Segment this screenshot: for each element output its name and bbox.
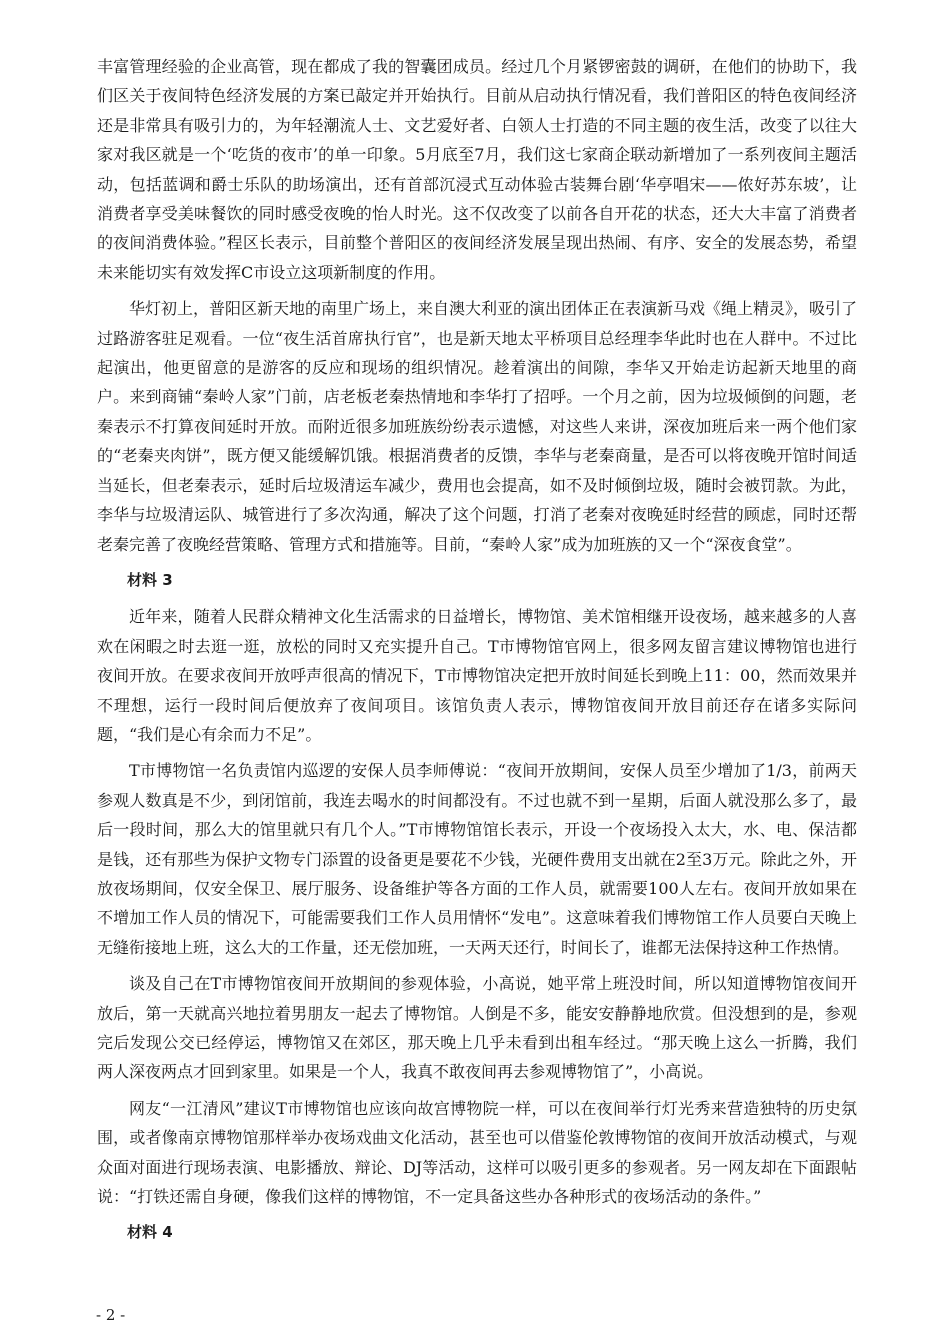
paragraph-continued: 丰富管理经验的企业高管，现在都成了我的智囊团成员。经过几个月紧锣密鼓的调研，在他们的协助下，我们区关于夜间特色经济发展的方案已敲定并开始执行。目前从启动执行情况看，我们普阳区的特色夜间经济还是非常具有吸引力的，为年轻潮流人士、文艺爱好者、白领人士打造的不同主题的夜生活，改变了以往大家对我区就是一个‘吃货的夜市’的单一印象。5月底至7月，我们这七家商企联动新增加了一系列夜间主题活动，包括蓝调和爵士乐队的助场演出，还有首部沉浸式互动体验古装舞台剧‘华亭唱宋——侬好苏东坡’，让消费者享受美味餐饮的同时感受夜晚的怡人时光。这不仅改变了以前各自开花的状态，还大大丰富了消费者的夜间消费体验。”程区长表示，目前整个普阳区的夜间经济发展呈现出热闹、有序、安全的发展态势，希望未来能切实有效发挥C市设立这项新制度的作用。 [97,57,857,282]
material-4-heading: 材料 4 [127,1223,173,1242]
paragraph-xiaogao: 谈及自己在T市博物馆夜间开放期间的参观体验，小高说，她平常上班没时间，所以知道博物馆夜间开放后，第一天就高兴地拉着男朋友一起去了博物馆。人倒是不多，能安安静静地欣赏。但没想到的是，参观完后发现公交已经停运，博物馆又在郊区，那天晚上几乎未看到出租车经过。“那天晚上这么一折腾，我们两人深夜两点才回到家里。如果是一个人，我真不敢夜间再去参观博物馆了”，小高说。 [97,974,857,1082]
paragraph-lihua: 华灯初上，普阳区新天地的南里广场上，来自澳大利亚的演出团体正在表演新马戏《绳上精灵》，吸引了过路游客驻足观看。一位“夜生活首席执行官”，也是新天地太平桥项目总经理李华此时也在人群中。不过比起演出，他更留意的是游客的反应和现场的组织情况。趁着演出的间隙，李华又开始走访起新天地里的商户。来到商铺“秦岭人家”门前，店老板老秦热情地和李华打了招呼。一个月之前，因为垃圾倾倒的问题，老秦表示不打算夜间延时开放。而附近很多加班族纷纷表示遗憾，对这些人来讲，深夜加班后来一两个他们家的“老秦夹肉饼”，既方便又能缓解饥饿。根据消费者的反馈，李华与老秦商量，是否可以将夜晚开馆时间适当延长，但老秦表示，延时后垃圾清运车减少，费用也会提高，如不及时倾倒垃圾，随时会被罚款。为此，李华与垃圾清运队、城管进行了多次沟通，解决了这个问题，打消了老秦对夜晚延时经营的顾虑，同时还帮老秦完善了夜晚经营策略、管理方式和措施等。目前，“秦岭人家”成为加班族的又一个“深夜食堂”。 [97,299,858,554]
paragraph-museum-intro: 近年来，随着人民群众精神文化生活需求的日益增长，博物馆、美术馆相继开设夜场，越来越多的人喜欢在闲暇之时去逛一逛，放松的同时又充实提升自己。T市博物馆官网上，很多网友留言建议博物馆也进行夜间开放。在要求夜间开放呼声很高的情况下，T市博物馆决定把开放时间延长到晚上11：00，然而效果并不理想，运行一段时间后便放弃了夜间项目。该馆负责人表示，博物馆夜间开放目前还存在诸多实际问题，“我们是心有余而力不足”。 [97,607,857,744]
material-3-heading: 材料 3 [127,570,173,589]
document-page [97,52,857,1255]
paragraph-netizen: 网友“一江清风”建议T市博物馆也应该向故宫博物院一样，可以在夜间举行灯光秀来营造独特的历史氛围，或者像南京博物馆那样举办夜场戏曲文化活动，甚至也可以借鉴伦敦博物馆的夜间开放活动模式，与观众面对面进行现场表演、电影播放、辩论、DJ等活动，这样可以吸引更多的参观者。另一网友却在下面跟帖说：“打铁还需自身硬，像我们这样的博物馆，不一定具备这些办各种形式的夜场活动的条件。” [97,1098,857,1207]
paragraph-security-guard: T市博物馆一名负责馆内巡逻的安保人员李师傅说：“夜间开放期间，安保人员至少增加了1/3，前两天参观人数真是不少，到闭馆前，我连去喝水的时间都没有。不过也就不到一星期，后面人就没那么多了，最后一段时间，那么大的馆里就只有几个人。”T市博物馆馆长表示，开设一个夜场投入太大，水、电、保洁都是钱，还有那些为保护文物专门添置的设备更是要花不少钱，光硬件费用支出就在2至3万元。除此之外，开放夜场期间，仅安全保卫、展厅服务、设备维护等各方面的工作人员，就需要100人左右。夜间开放如果在不增加工作人员的情况下，可能需要我们工作人员用情怀“发电”。这意味着我们博物馆工作人员要白天晚上无缝衔接地上班，这么大的工作量，还无偿加班，一天两天还行，时间长了，谁都无法保持这种工作热情。 [97,761,857,957]
page-number: - 2 - [96,1306,126,1324]
